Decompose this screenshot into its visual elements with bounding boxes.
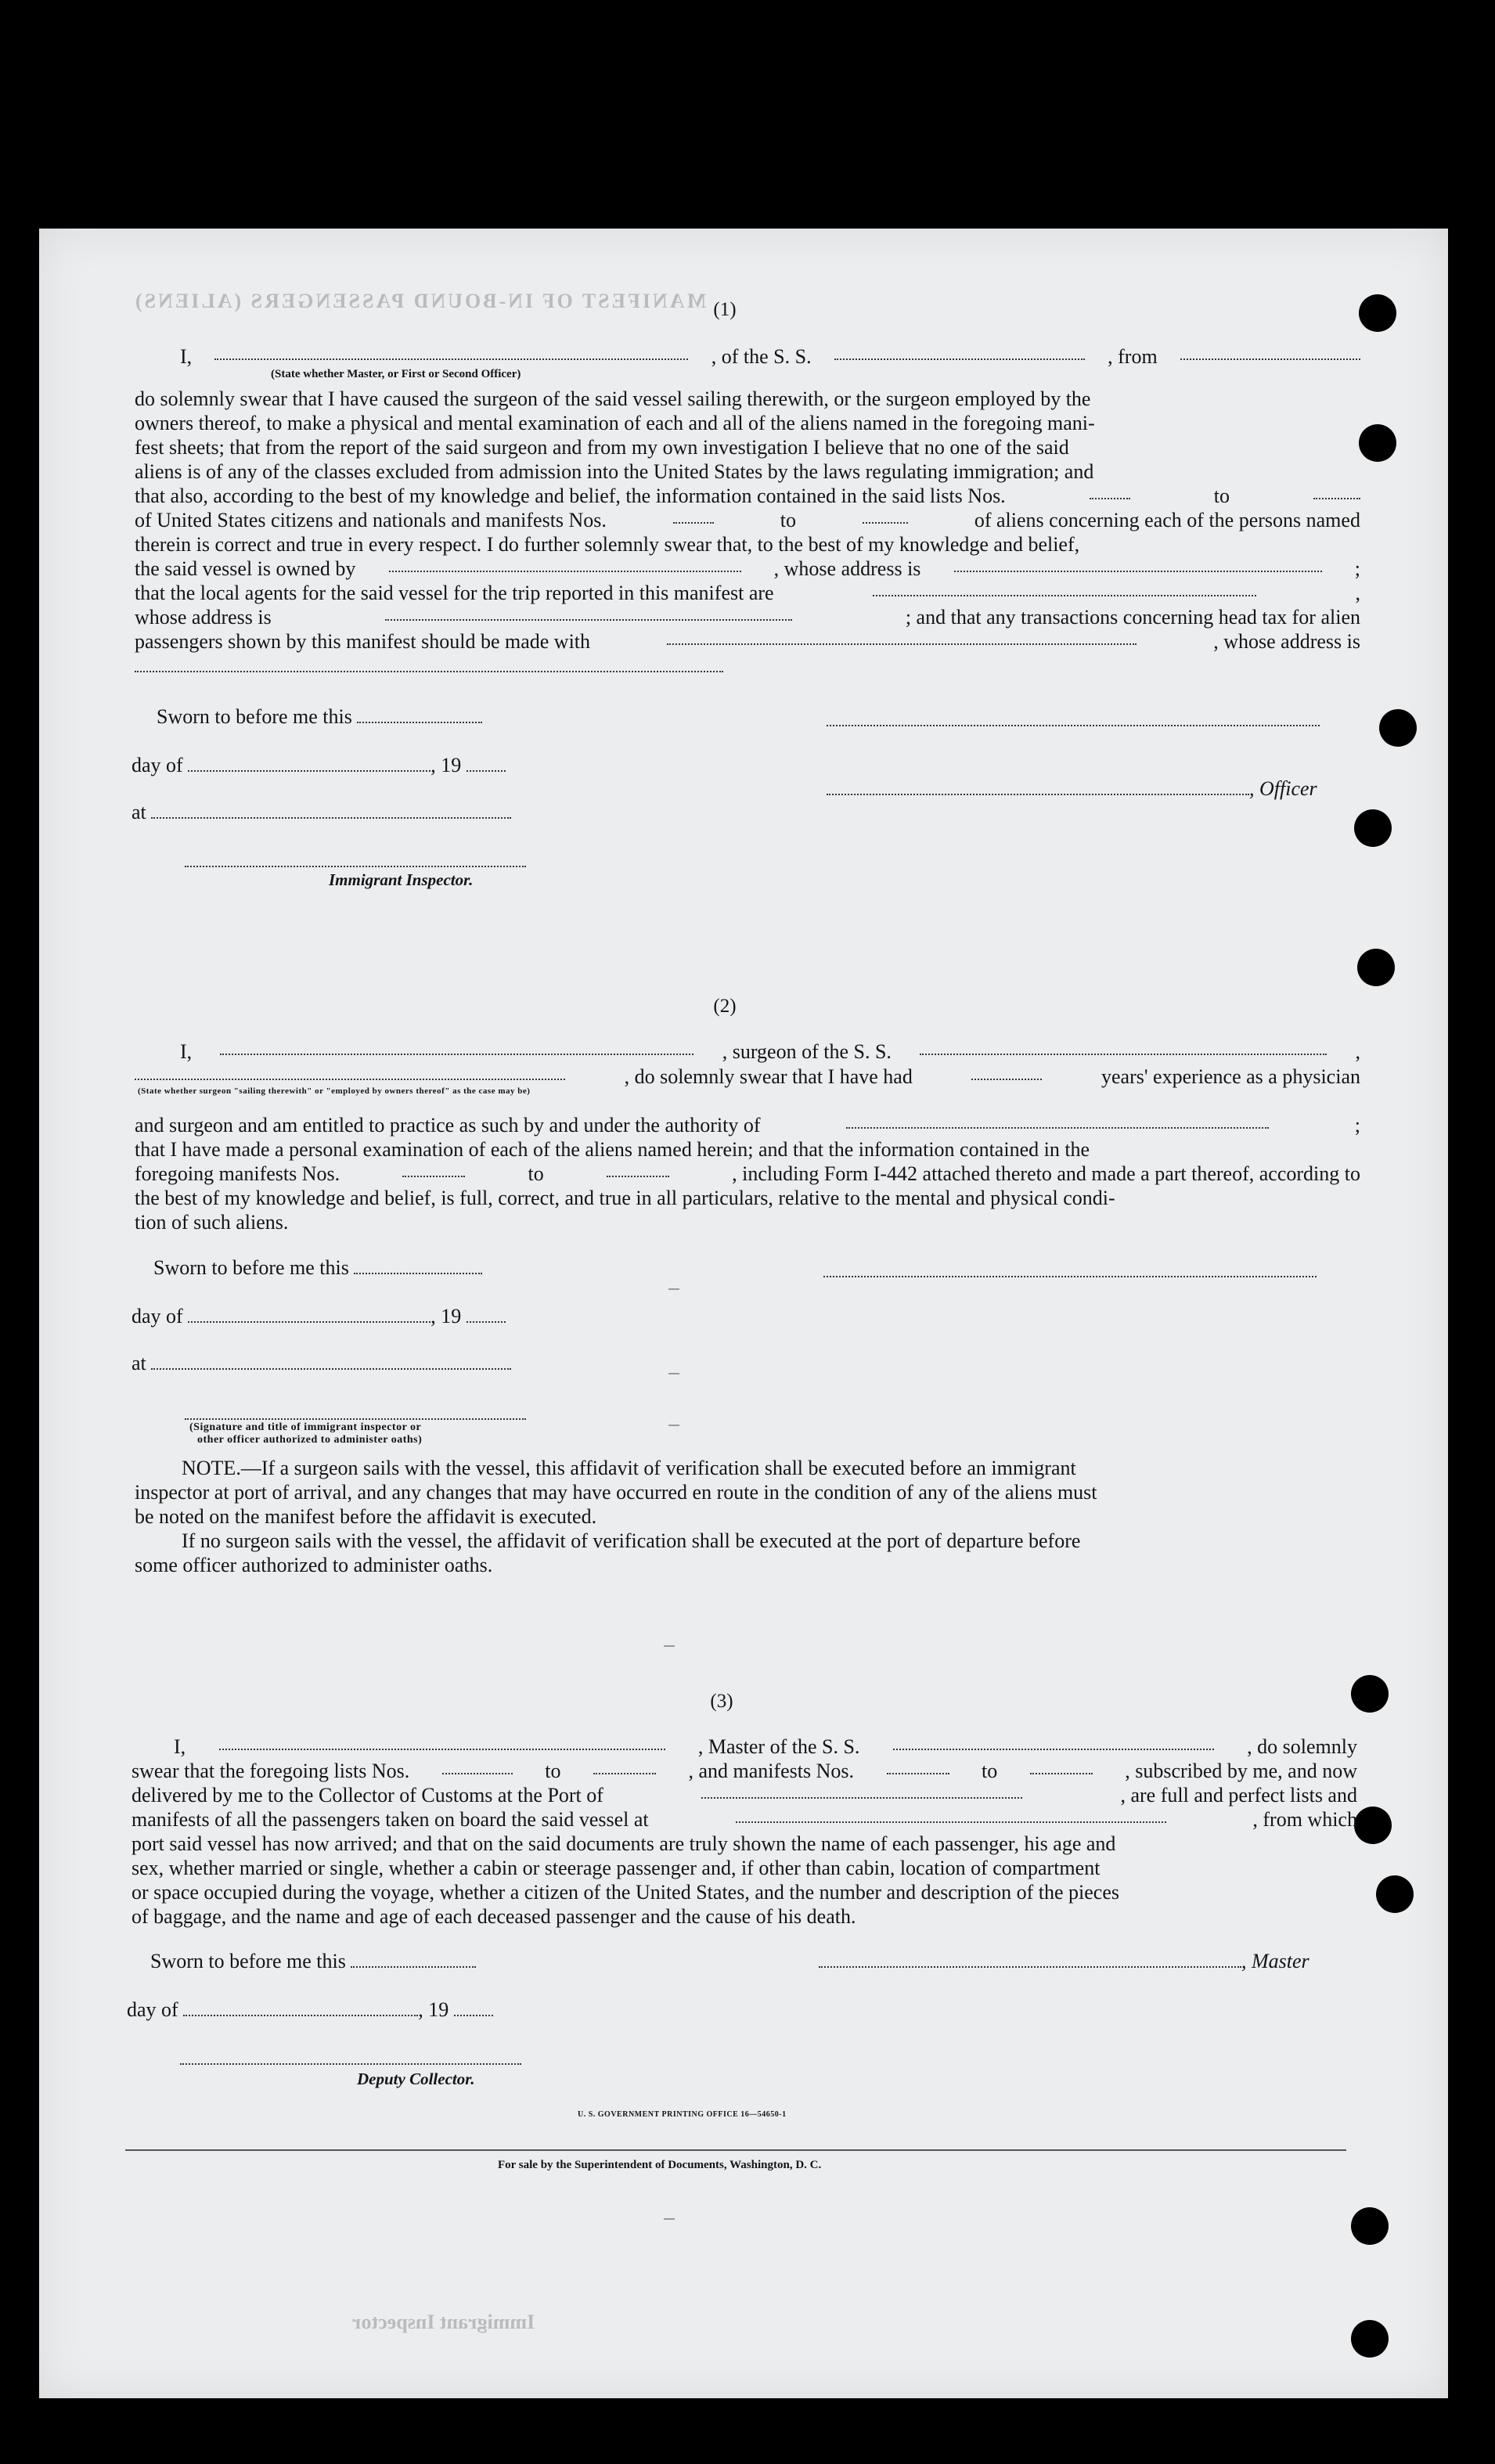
punch-hole xyxy=(1354,1807,1392,1844)
signature-note: other officer authorized to administer oaths) xyxy=(197,1434,423,1446)
text: to xyxy=(545,1760,561,1782)
text: the said vessel is owned by xyxy=(135,557,356,580)
inspector-label: Immigrant Inspector. xyxy=(329,870,474,889)
section1-body: do solemnly swear that I have caused the surgeon of the said vessel sailing therewith, or the surgeon employed by the owners thereof, to make a physical and mental examination of each and all of the aliens named in the foregoing mani- fest sheets; that from the report of the said surgeon and from my own investigation I believe that no one of the said aliens is of any of the classes excluded from admission into the United States by the laws regulating immigration; and that also, according to the best of my knowledge and belief, the information contained in the said lists Nos. to of United States citizens and nationals and manifests Nos. to of aliens concerning each of the persons named therein is correct and true in every respect. I do further solemnly swear that, to the best of my knowledge and belief, the said vessel is owned by , whose address is ; that the local agents for the said vessel for the trip reported in this manifest are , whose address is ; and that any transactions concerning head tax for alien passengers shown by this manifest should be made with , whose address is xyxy=(135,387,1360,678)
text: therein is correct and true in every respect. I do further solemnly swear that, to the best of my knowledge and belief, xyxy=(135,533,1080,556)
text: whose address is xyxy=(135,606,272,629)
text: manifests of all the passengers taken on board the said vessel at xyxy=(131,1808,649,1831)
oath-line-surgeon: I, , surgeon of the S. S. , xyxy=(180,1040,1360,1063)
place-line xyxy=(131,800,511,824)
sworn-line xyxy=(153,1255,482,1280)
signature-line xyxy=(180,2063,521,2065)
oath-line-officer xyxy=(180,344,1360,369)
text: and surgeon and am entitled to practice as such by and under the authority of xyxy=(135,1114,761,1137)
text: , 19 xyxy=(430,1305,462,1327)
text: delivered by me to the Collector of Customs at the Port of xyxy=(131,1784,603,1807)
punch-hole xyxy=(1359,294,1396,332)
punch-hole xyxy=(1351,2320,1389,2358)
punch-hole xyxy=(1351,1675,1389,1713)
text: , do solemnly xyxy=(1247,1735,1357,1758)
text: be noted on the manifest before the affidavit is executed. xyxy=(135,1505,597,1528)
date-line xyxy=(131,753,506,777)
scan-mark xyxy=(664,1645,675,1647)
text: , from which xyxy=(1252,1808,1357,1831)
punch-hole xyxy=(1376,1875,1414,1913)
text: , 19 xyxy=(418,1998,449,2021)
text: of United States citizens and nationals and manifests Nos. xyxy=(135,509,607,531)
text: , from xyxy=(1108,345,1158,368)
text: I, xyxy=(174,1735,186,1758)
text: do solemnly swear that I have caused the surgeon of the said vessel sailing therewith, or the surgeon employed by the xyxy=(135,387,1091,410)
section-number: (2) xyxy=(713,996,737,1017)
signature-note: (Signature and title of immigrant inspector or xyxy=(189,1421,422,1433)
text: Sworn to before me this xyxy=(157,705,352,728)
footer-rule xyxy=(125,2149,1346,2151)
text: ; and that any transactions concerning head tax for alien xyxy=(905,606,1360,629)
text: of baggage, and the name and age of each deceased passenger and the cause of his death. xyxy=(131,1905,856,1928)
text: , Master xyxy=(1241,1950,1309,1972)
text: , 19 xyxy=(430,754,462,776)
printing-office-line: U. S. GOVERNMENT PRINTING OFFICE 16—54650-1 xyxy=(578,2110,787,2119)
section-number: (1) xyxy=(713,299,737,320)
text: port said vessel has now arrived; and that on the said documents are truly shown the name of each passenger, his age and xyxy=(131,1832,1116,1855)
date-line xyxy=(131,1304,506,1328)
officer-line xyxy=(827,776,1317,801)
scan-mark xyxy=(668,1373,679,1374)
text: sex, whether married or single, whether a cabin or steerage passenger and, if other than cabin, location of compartment xyxy=(131,1857,1101,1879)
text: day of xyxy=(131,1305,183,1327)
bleed-through-title: MANIFEST OF IN-BOUND PASSENGERS (ALIENS) xyxy=(133,290,707,312)
text: at xyxy=(131,801,146,823)
scan-mark xyxy=(668,1288,679,1290)
punch-hole xyxy=(1351,2207,1389,2245)
text: to xyxy=(780,509,797,531)
text: , Officer xyxy=(1249,777,1317,800)
text: to xyxy=(1213,485,1230,507)
text: that the local agents for the said vessel for the trip reported in this manifest are xyxy=(135,582,774,604)
field-note: (State whether Master, or First or Second Officer) xyxy=(271,368,521,380)
scan-mark xyxy=(668,1425,679,1426)
text: the best of my knowledge and belief, is full, correct, and true in all particulars, relative to the mental and physical condi- xyxy=(135,1187,1115,1209)
note-paragraph xyxy=(135,1456,1360,1577)
text: , Master of the S. S. xyxy=(697,1735,860,1758)
signature-line xyxy=(827,725,1320,726)
text: NOTE.—If a surgeon sails with the vessel, this affidavit of verification shall be executed before an immigrant xyxy=(182,1457,1076,1479)
punch-hole xyxy=(1359,424,1396,462)
text: years' experience as a physician xyxy=(1101,1065,1360,1088)
text: passengers shown by this manifest should be made with xyxy=(135,630,591,653)
text: swear that the foregoing lists Nos. xyxy=(131,1760,410,1782)
text: , and manifests Nos. xyxy=(688,1760,855,1782)
text: owners thereof, to make a physical and mental examination of each and all of the aliens named in the foregoing mani- xyxy=(135,412,1095,434)
collector-label: Deputy Collector. xyxy=(357,2070,475,2088)
text: , surgeon of the S. S. xyxy=(722,1040,892,1063)
sworn-line xyxy=(150,1949,476,1973)
document-page xyxy=(39,229,1448,2398)
signature-line xyxy=(185,866,526,867)
text: , including Form I-442 attached thereto and made a part thereof, according to xyxy=(732,1162,1360,1185)
text: , whose address is xyxy=(1213,630,1360,653)
signature-line xyxy=(185,1418,526,1420)
field-note: (State whether surgeon "sailing therewith" or "employed by owners thereof" as the case may be) xyxy=(138,1086,531,1096)
signature-line xyxy=(823,1276,1317,1277)
text: Sworn to before me this xyxy=(150,1950,346,1972)
punch-hole xyxy=(1357,949,1395,986)
text: to xyxy=(528,1162,544,1185)
text: , whose address is xyxy=(773,557,921,580)
text: I, xyxy=(180,345,193,368)
text: day of xyxy=(131,754,183,776)
punch-hole xyxy=(1354,809,1392,847)
text: foregoing manifests Nos. xyxy=(135,1162,340,1185)
scan-mark xyxy=(664,2218,675,2220)
text: , of the S. S. xyxy=(711,345,812,368)
place-line xyxy=(131,1351,511,1375)
text: that I have made a personal examination of each of the aliens named herein; and that the information contained in the xyxy=(135,1138,1090,1161)
text: or space occupied during the voyage, whether a citizen of the United States, and the number and description of the pieces xyxy=(131,1881,1120,1904)
text: If no surgeon sails with the vessel, the affidavit of verification shall be executed at the port of departure before xyxy=(182,1529,1081,1552)
text: day of xyxy=(127,1998,178,2021)
text: at xyxy=(131,1352,146,1374)
text: tion of such aliens. xyxy=(135,1211,289,1234)
bleed-through-inspector: Immigrant Inspector xyxy=(352,2311,535,2333)
text: , subscribed by me, and now xyxy=(1125,1760,1357,1782)
text: aliens is of any of the classes excluded from admission into the United States by the laws regulating immigration; and xyxy=(135,460,1094,483)
section-number: (3) xyxy=(710,1691,733,1712)
text: that also, according to the best of my knowledge and belief, the information contained in the said lists Nos. xyxy=(135,485,1006,507)
text: fest sheets; that from the report of the said surgeon and from my own investigation I believe that no one of the said xyxy=(135,436,1069,459)
text: , do solemnly swear that I have had xyxy=(624,1065,913,1088)
text: some officer authorized to administer oaths. xyxy=(135,1554,493,1576)
oath-line-experience xyxy=(135,1064,1360,1089)
section3-body xyxy=(131,1759,1357,1929)
text: , are full and perfect lists and xyxy=(1120,1784,1357,1807)
text: to xyxy=(982,1760,998,1782)
sworn-line xyxy=(157,704,482,729)
punch-hole xyxy=(1379,709,1417,747)
text: Sworn to before me this xyxy=(153,1256,349,1279)
section2-body: and surgeon and am entitled to practice as such by and under the authority of ; that I have made a personal examination of each of the aliens named herein; and that the information contained in the foregoing manifests Nos. to , including Form I-442 attached thereto and made a part thereof, according to the best of my knowledge and belief, is full, correct, and true in all particulars, relative to the mental and physical condi- tion of such aliens. xyxy=(135,1114,1360,1234)
sale-notice: For sale by the Superintendent of Documents, Washington, D. C. xyxy=(498,2159,822,2171)
text: I, xyxy=(180,1040,193,1063)
master-line xyxy=(819,1949,1309,1973)
date-line xyxy=(127,1997,493,2022)
oath-line-master xyxy=(174,1735,1357,1759)
text: inspector at port of arrival, and any changes that may have occurred en route in the condition of any of the aliens must xyxy=(135,1481,1097,1504)
text: of aliens concerning each of the persons named xyxy=(974,509,1360,531)
